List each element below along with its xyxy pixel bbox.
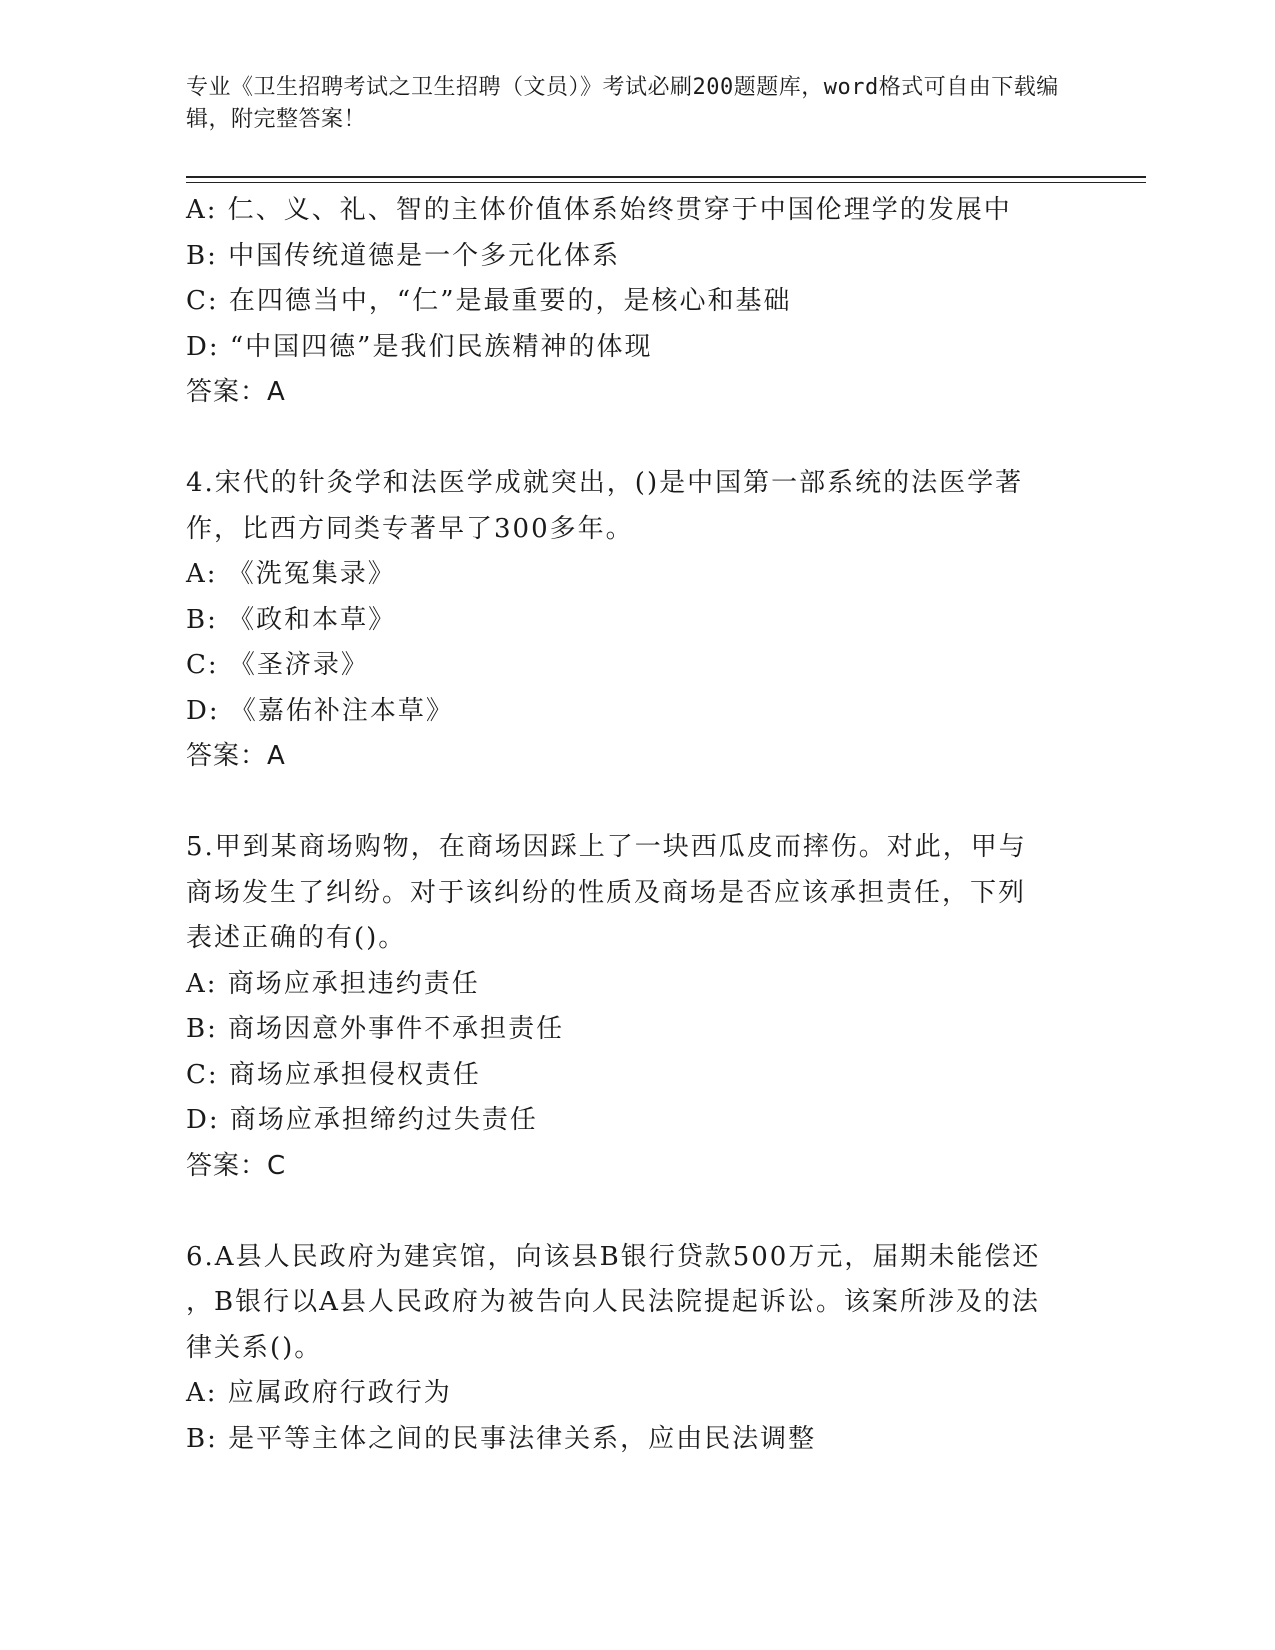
answer-line: 答案：C [186,1150,287,1181]
document-header [186,72,1066,136]
option-d: D: “中国四德”是我们民族精神的体现 [186,331,653,362]
option-b: B: 是平等主体之间的民事法律关系，应由民法调整 [186,1423,817,1454]
answer-line: 答案：A [186,741,286,771]
option-a: A: 仁、义、礼、智的主体价值体系始终贯穿于中国伦理学的发展中 [186,195,1012,225]
option-a: A: 商场应承担违约责任 [186,968,480,999]
question-stem-line: 作，比西方同类专著早了300多年。 [186,513,634,544]
question-3-tail [186,188,1086,416]
question-stem-line: 表述正确的有()。 [186,923,407,953]
spacer [186,1189,1086,1235]
header-divider-thick [186,176,1146,178]
question-stem-line: 律关系()。 [186,1332,323,1363]
spacer [186,416,1086,462]
question-6 [186,1235,1086,1463]
question-4 [186,461,1086,780]
option-c: C: 在四德当中，“仁”是最重要的，是核心和基础 [186,286,792,316]
spacer [186,780,1086,826]
option-a: A: 《洗冤集录》 [186,559,396,589]
option-c: C: 商场应承担侵权责任 [186,1059,481,1090]
header-title: 专业《卫生招聘考试之卫生招聘（文员）》考试必刷200题题库，word格式可自由下载编辑，附完整答案！ [186,75,1059,132]
question-list [186,188,1086,1462]
option-a: A: 应属政府行政行为 [186,1378,452,1408]
question-stem-line: 4.宋代的针灸学和法医学成就突出，()是中国第一部系统的法医学著 [186,468,1024,498]
option-b: B: 中国传统道德是一个多元化体系 [186,240,621,271]
header-divider-thin [186,182,1146,183]
question-5 [186,825,1086,1189]
option-b: B: 《政和本草》 [186,604,397,635]
option-c: C: 《圣济录》 [186,650,369,680]
question-stem-line: 5.甲到某商场购物，在商场因踩上了一块西瓜皮而摔伤。对此，甲与 [186,832,1027,862]
option-b: B: 商场因意外事件不承担责任 [186,1014,565,1044]
question-stem-line: ，B银行以A县人民政府为被告向人民法院提起诉讼。该案所涉及的法 [186,1287,1040,1317]
option-d: D: 商场应承担缔约过失责任 [186,1105,538,1135]
option-d: D: 《嘉佑补注本草》 [186,695,454,726]
question-stem-line: 6.A县人民政府为建宾馆，向该县B银行贷款500万元，届期未能偿还 [186,1241,1041,1272]
answer-line: 答案：A [186,377,286,407]
question-stem-line: 商场发生了纠纷。对于该纠纷的性质及商场是否应该承担责任，下列 [186,877,1027,908]
